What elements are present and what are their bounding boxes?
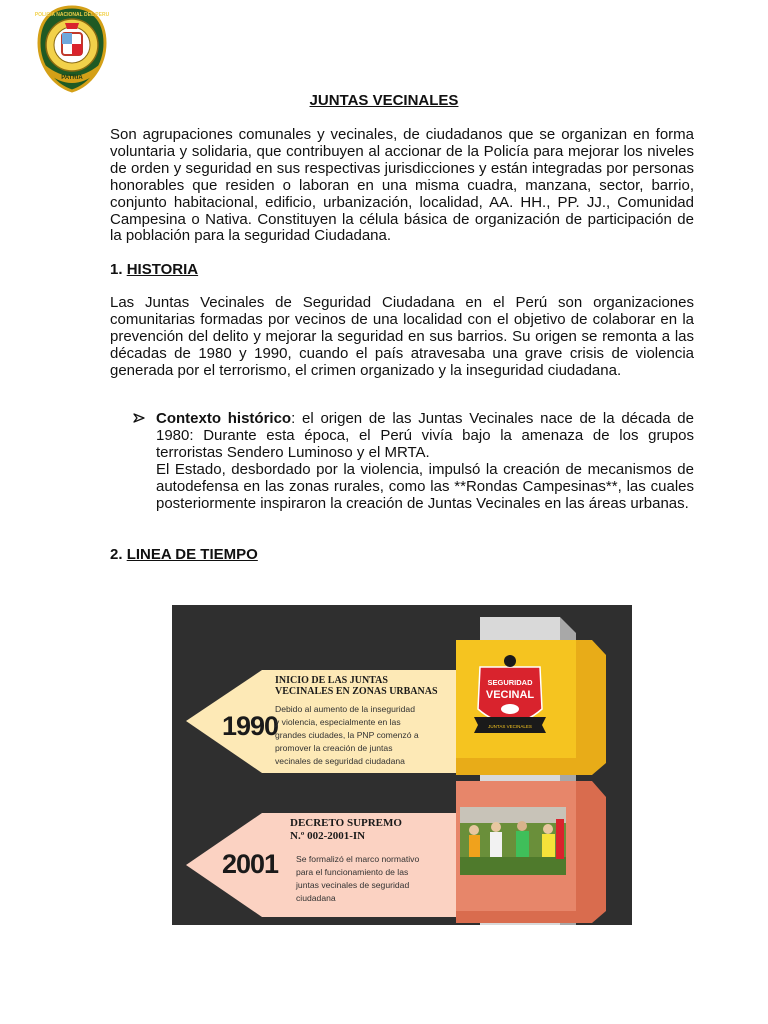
timeline-year: 1990 [222,711,279,741]
arrow-bullet-icon [132,411,146,425]
timeline-heading-line1: INICIO DE LAS JUNTAS [275,675,388,686]
section-heading-linea-de-tiempo [110,546,258,563]
badge-text-line1: SEGURIDAD [487,678,533,687]
intro-paragraph: Son agrupaciones comunales y vecinales, de ciudadanos que se organizan en forma voluntaria y solidaria, que contribuyen al accionar de la Policía para mejorar los niveles de orden y seguridad en sus respectivas jurisdicciones y están integradas por personas honorables que residen o laboran en una misma cuadra, manzana, sector, barrio, conjunto habitacional, edificio, urbanización, localidad, AA. HH., PP. JJ., Comunidad Campesina o Nativa. Constituyen la célula básica de organización de participación de la población para la seguridad Ciudadana. [110,126,694,245]
badge-text-line2: VECINAL [485,689,535,701]
bullet-text-continued: El Estado, desbordado por la violencia, impulsó la creación de mecanismos de autodefensa en las zonas rurales, como las **Rondas Campesinas**, las cuales posteriormente inspiraron la creación de Juntas Vecinales en las áreas urbanas. [156,460,694,512]
timeline-heading-line1: DECRETO SUPREMO [290,817,402,829]
seguridad-vecinal-badge-icon [474,655,546,733]
community-photo-image [460,807,566,875]
timeline-desc-line: Se formalizó el marco normativo [296,854,420,864]
section-number: 1. [110,261,123,278]
timeline-desc-line: vecinales de seguridad ciudadana [275,756,405,766]
section-heading-historia [110,261,198,278]
logo-top-text: POLICIA NACIONAL DEL PERU [35,12,109,18]
bullet-label: Contexto histórico [156,410,292,427]
logo-bottom-text: PATRIA [61,75,83,81]
section-title: LINEA DE TIEMPO [126,546,258,563]
timeline-heading-line2: N.º 002-2001-IN [290,830,366,842]
badge-ribbon-text: JUNTAS VECINALES [488,724,532,729]
timeline-year: 2001 [222,849,279,879]
bullet-text: : el origen de las Juntas Vecinales nace de la década de 1980: Durante esta época, el Perú vivía bajo la amenaza de los grupos terroristas Sendero Luminoso y el MRTA. [156,410,694,461]
timeline-infographic [172,605,632,925]
section-number: 2. [110,546,123,563]
timeline-desc-line: promover la creación de juntas [275,743,393,753]
timeline-desc-line: ciudadana [296,893,336,903]
timeline-heading-line2: VECINALES EN ZONAS URBANAS [275,686,438,697]
section-title: HISTORIA [126,261,199,278]
timeline-desc-line: para el funcionamiento de las [296,867,409,877]
document-title: JUNTAS VECINALES [309,92,459,109]
timeline-desc-line: grandes ciudades, la PNP comenzó a [275,730,419,740]
timeline-desc-line: y violencia, especialmente en las [275,717,401,727]
bullet-contexto-historico [156,411,694,512]
police-emblem-logo [35,5,109,93]
timeline-desc-line: juntas vecinales de seguridad [296,880,410,890]
historia-paragraph: Las Juntas Vecinales de Seguridad Ciudadana en el Perú son organizaciones comunitarias formadas por vecinos de una localidad con el objetivo de colaborar en la prevención del delito y mejorar la seguridad en sus barrios. Su origen se remonta a las décadas de 1980 y 1990, cuando el país atravesaba una grave crisis de violencia generada por el terrorismo, el crimen organizado y la inseguridad ciudadana. [110,294,694,379]
timeline-desc-line: Debido al aumento de la inseguridad [275,704,415,714]
